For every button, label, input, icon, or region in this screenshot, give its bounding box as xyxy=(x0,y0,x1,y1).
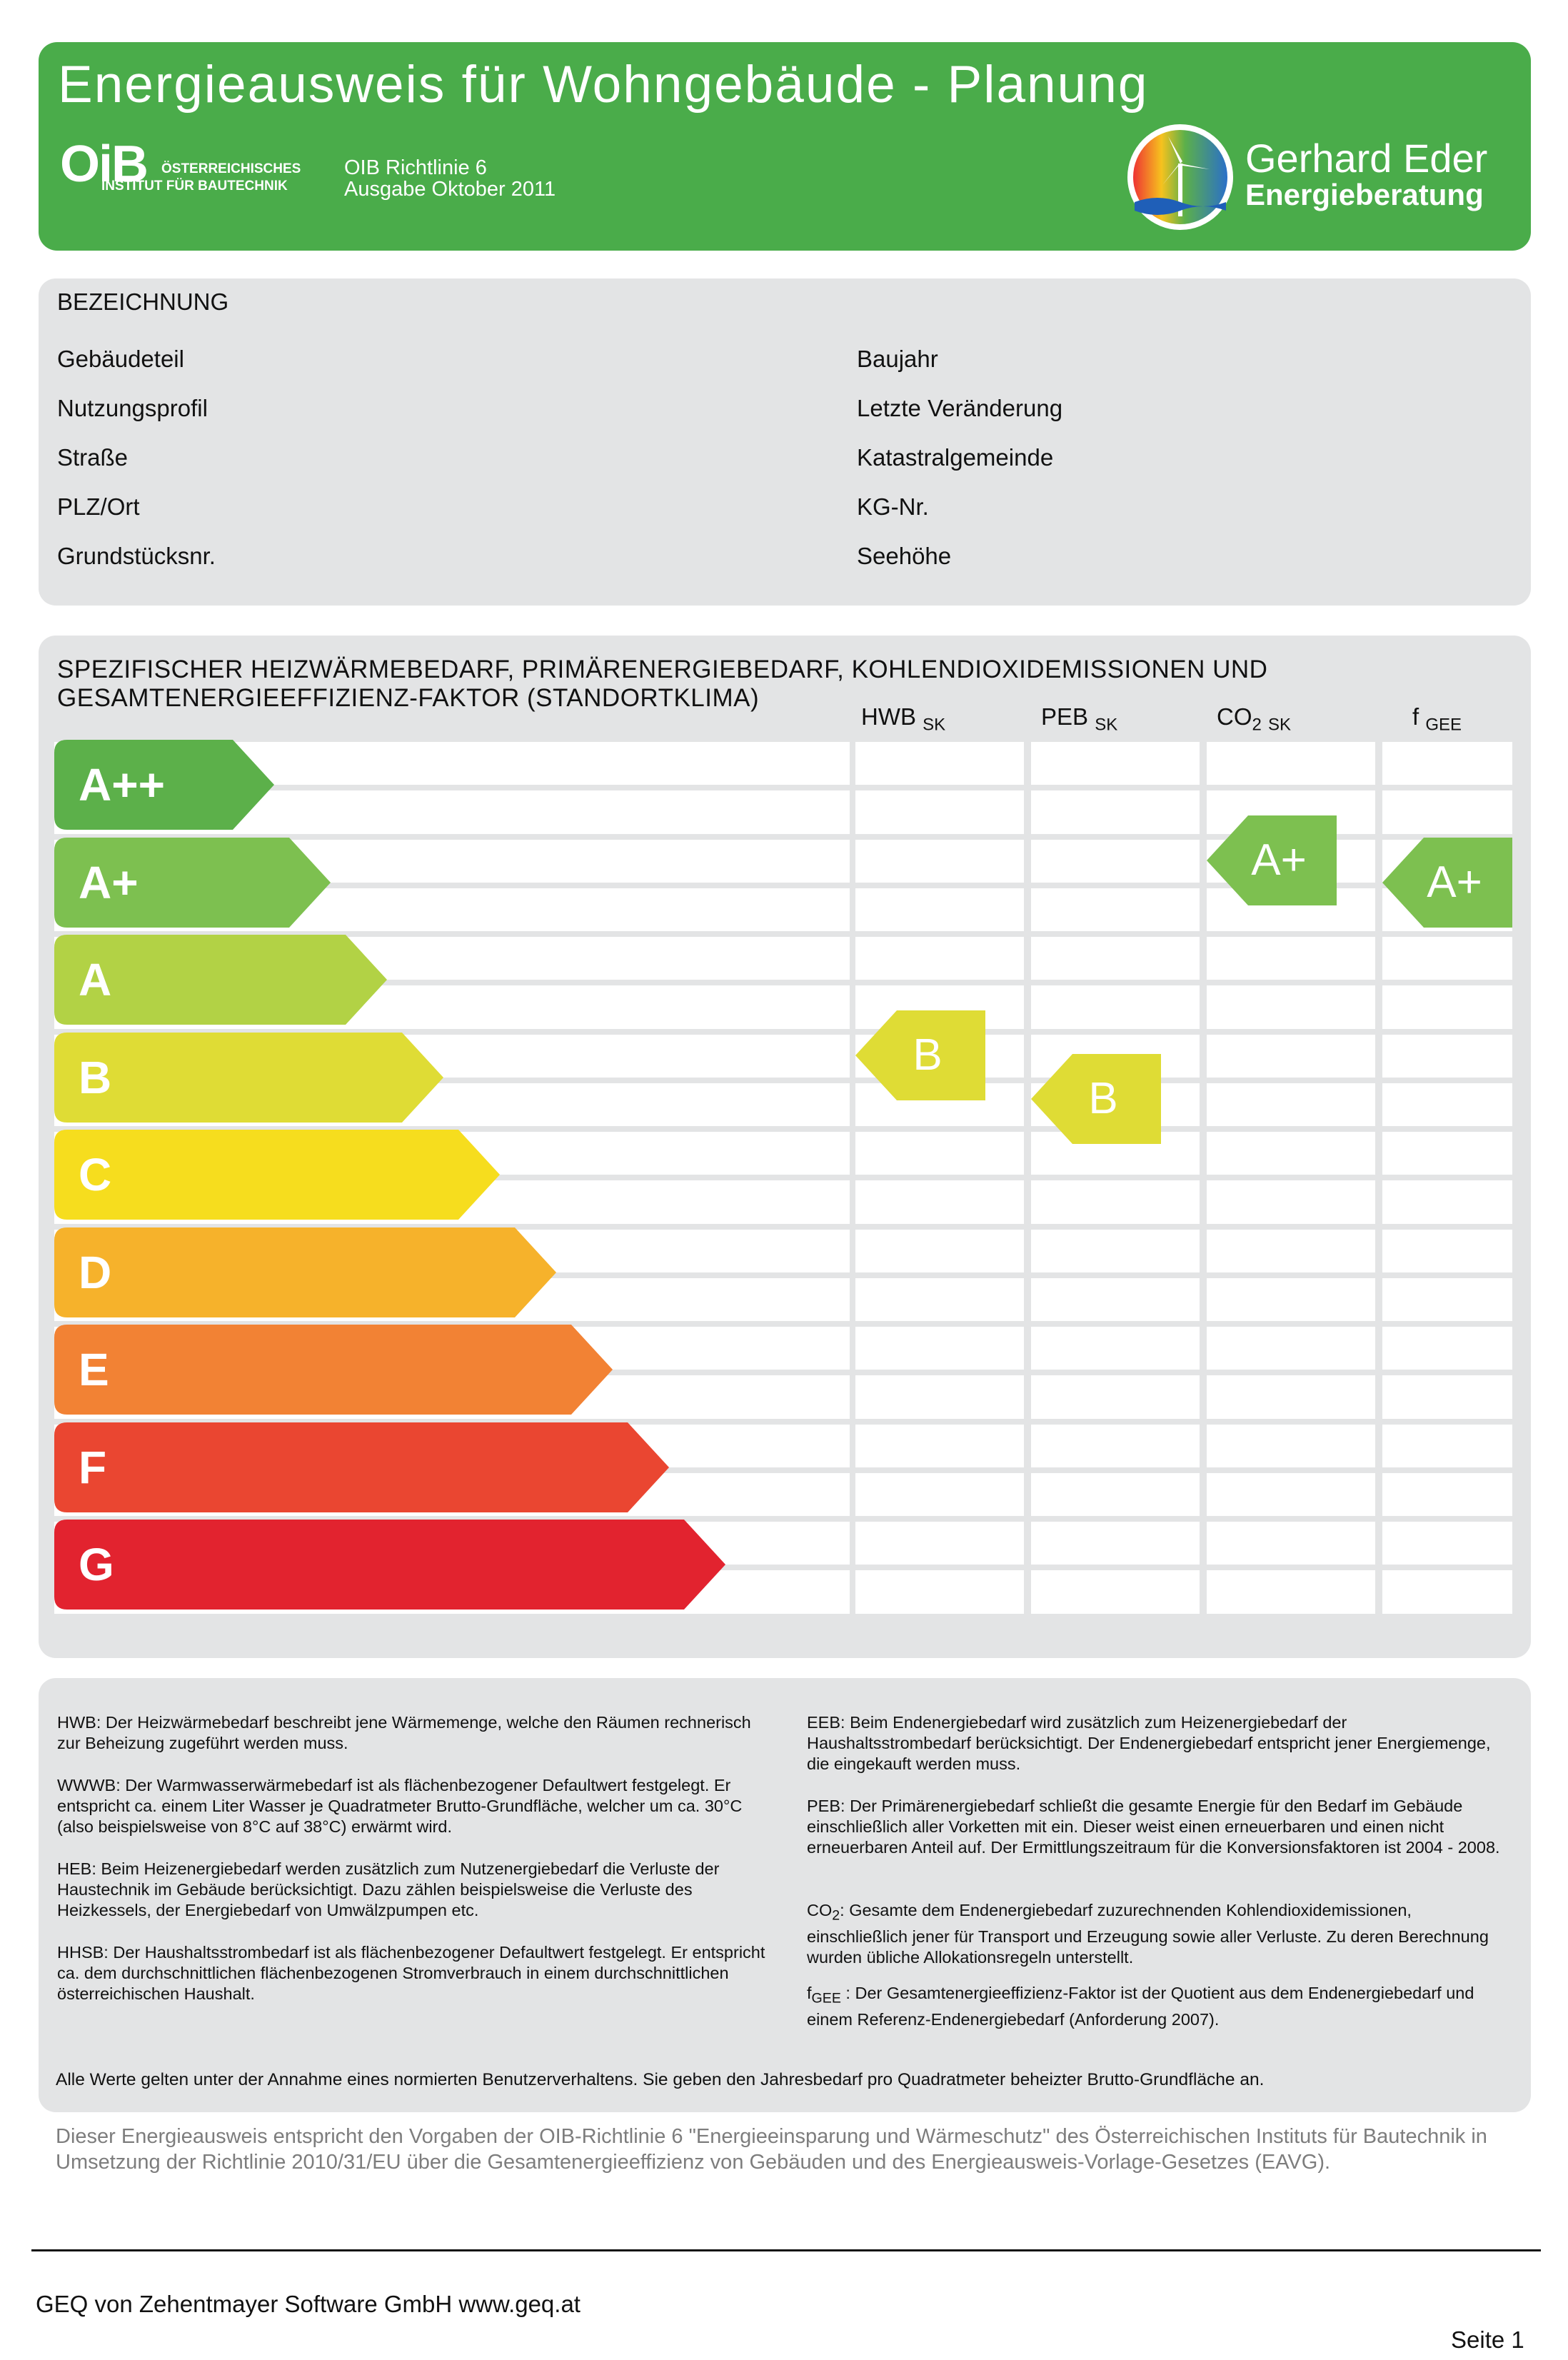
legend-fgee-prefix: f xyxy=(807,1984,812,2002)
legend-co2-sub: 2 xyxy=(832,1907,840,1924)
scale-row-cell xyxy=(1207,1035,1375,1078)
scale-row-cell xyxy=(1382,1278,1512,1321)
label-plz-ort: PLZ/Ort xyxy=(57,493,140,520)
column-header-co2-mid: 2 xyxy=(1252,715,1262,735)
class-arrow-aplusplus xyxy=(54,740,276,830)
scale-row-cell xyxy=(1031,1327,1200,1370)
class-arrow-f xyxy=(54,1422,670,1512)
scale-row-cell xyxy=(1207,937,1375,980)
scale-row-cell xyxy=(855,1327,1024,1370)
rating-marker-label: A+ xyxy=(1427,857,1482,907)
column-header-co2-sub: SK xyxy=(1268,715,1292,735)
scale-row-cell xyxy=(855,1132,1024,1175)
oib-logo-line2: INSTITUT FÜR BAUTECHNIK xyxy=(101,179,288,194)
oib-logo-line1: ÖSTERREICHISCHES xyxy=(161,161,301,176)
legend-fgee-text: : Der Gesamtenergieeffizienz-Faktor ist der Quotient aus dem Endenergiebedarf und einem Referenz-Endenergiebedarf (Anforderung 2007). xyxy=(807,1984,1474,2029)
scale-row-cell xyxy=(1207,985,1375,1028)
scale-row-cell xyxy=(1207,742,1375,785)
footer-page-number: Seite 1 xyxy=(1451,2326,1524,2353)
class-arrow-label: E xyxy=(79,1344,109,1395)
class-arrow-shape xyxy=(54,1033,445,1123)
class-arrow-shape xyxy=(54,1520,727,1610)
scale-row-cell xyxy=(1031,1180,1200,1223)
scale-row-cell xyxy=(855,888,1024,931)
scale-row-cell xyxy=(1031,840,1200,883)
scale-row-cell xyxy=(1382,790,1512,833)
scale-row-cell xyxy=(855,1180,1024,1223)
scale-row-cell xyxy=(1382,985,1512,1028)
legend-fgee-sub: GEE xyxy=(811,1990,841,2007)
column-header-peb xyxy=(1041,703,1117,735)
class-arrow-shape xyxy=(54,1325,614,1415)
header-banner xyxy=(39,42,1531,251)
scale-heading-line1: SPEZIFISCHER HEIZWÄRMEBEDARF, PRIMÄRENERGIEBEDARF, KOHLENDIOXIDEMISSIONEN UND xyxy=(57,656,1268,683)
ausgabe-text: Ausgabe Oktober 2011 xyxy=(344,178,556,201)
scale-row-cell xyxy=(1382,1132,1512,1175)
wind-turbine-logo-icon xyxy=(1125,122,1236,233)
scale-row-cell xyxy=(1207,1083,1375,1126)
scale-row-cell xyxy=(855,937,1024,980)
scale-row-cell xyxy=(855,1230,1024,1272)
scale-row-cell xyxy=(1382,1035,1512,1078)
scale-row-cell xyxy=(855,1278,1024,1321)
scale-row-cell xyxy=(1382,1570,1512,1613)
class-arrow-label: A+ xyxy=(79,856,139,908)
class-arrow-c xyxy=(54,1130,501,1220)
scale-row-cell xyxy=(855,790,1024,833)
scale-row-cell xyxy=(1207,1425,1375,1467)
label-seehoehe: Seehöhe xyxy=(857,543,952,569)
scale-row-cell xyxy=(1031,1425,1200,1467)
scale-row-cell xyxy=(1382,1473,1512,1516)
scale-row-cell xyxy=(1382,742,1512,785)
scale-row-cell xyxy=(1382,1083,1512,1126)
label-strasse: Straße xyxy=(57,444,129,471)
rating-marker-label: B xyxy=(1088,1073,1118,1123)
column-header-co2 xyxy=(1217,703,1291,735)
class-arrow-label: D xyxy=(79,1246,112,1298)
legend-eeb: EEB: Beim Endenergiebedarf wird zusätzlich zum Heizenergiebedarf der Haushaltsstrombedarf berücksichtigt. Der Endenergiebedarf entspricht jener Energiemenge, die eingekauft werden muss. xyxy=(807,1713,1491,1773)
scale-row-cell xyxy=(1382,1180,1512,1223)
scale-row-cell xyxy=(1382,1230,1512,1272)
class-arrow-label: G xyxy=(79,1539,114,1590)
scale-row-cell xyxy=(855,1522,1024,1565)
column-header-fgee-main: f xyxy=(1412,703,1419,730)
class-arrow-label: A++ xyxy=(79,759,165,810)
class-arrow-aplus xyxy=(54,838,332,928)
class-arrow-a xyxy=(54,935,388,1025)
rating-marker-hwb xyxy=(855,1010,985,1100)
scale-row-cell xyxy=(855,840,1024,883)
richtlinie-text: OIB Richtlinie 6 xyxy=(344,156,487,179)
scale-row-cell xyxy=(1207,1570,1375,1613)
class-arrow-e xyxy=(54,1325,614,1415)
footer-software: GEQ von Zehentmayer Software GmbH www.geq.at xyxy=(36,2291,581,2317)
column-header-fgee xyxy=(1412,703,1462,735)
legend-fgee xyxy=(807,1983,1514,2030)
scale-row-cell xyxy=(1207,1180,1375,1223)
scale-row-cell xyxy=(855,1473,1024,1516)
column-header-peb-sub: SK xyxy=(1095,715,1118,735)
column-header-peb-main: PEB xyxy=(1041,703,1089,730)
class-arrow-g xyxy=(54,1520,727,1610)
scale-row-cell xyxy=(1031,1230,1200,1272)
scale-row-cell xyxy=(1207,1375,1375,1418)
bezeichnung-panel xyxy=(39,278,1531,606)
legend-co2-prefix: CO xyxy=(807,1901,833,1919)
scale-heading-line2: GESAMTENERGIEEFFIZIENZ-FAKTOR (STANDORTKLIMA) xyxy=(57,684,760,712)
rating-marker-label: B xyxy=(913,1030,943,1080)
oib-logo xyxy=(60,136,303,203)
document-title: Energieausweis für Wohngebäude - Planung xyxy=(58,56,1149,114)
legend-heb: HEB: Beim Heizenergiebedarf werden zusätzlich zum Nutzenergiebedarf die Verluste der Haustechnik im Gebäude berücksichtigt. Dazu zählen beispielsweise die Verluste des Heizkessels, der Energiebedarf von Umwälzpumpen etc. xyxy=(57,1859,720,1919)
label-letzte-veraenderung: Letzte Veränderung xyxy=(857,395,1063,421)
scale-row-cell xyxy=(855,1425,1024,1467)
footer-divider xyxy=(31,2249,1541,2251)
energy-scale-panel xyxy=(39,636,1531,1658)
label-gebaeudeteil: Gebäudeteil xyxy=(57,346,184,372)
column-header-hwb-sub: SK xyxy=(923,715,946,735)
class-arrow-shape xyxy=(54,1227,558,1317)
scale-row-cell xyxy=(1031,937,1200,980)
legend-peb: PEB: Der Primärenergiebedarf schließt die gesamte Energie für den Bedarf im Gebäude einschließlich aller Vorketten mit ein. Dieser weist einen erneuerbaren und einen nicht erneuerbaren Anteil auf. Der Ermittlungszeitraum für die Konversionsfaktoren ist 2004 - 2008. xyxy=(807,1797,1500,1857)
scale-row-cell xyxy=(1207,1522,1375,1565)
class-arrow-label: C xyxy=(79,1149,112,1200)
class-arrow-d xyxy=(54,1227,558,1317)
rating-marker-label: A+ xyxy=(1251,835,1307,885)
scale-row-cell xyxy=(855,742,1024,785)
scale-row-cell xyxy=(1031,742,1200,785)
company-name: Gerhard Eder xyxy=(1245,136,1488,181)
scale-row-cell xyxy=(1031,985,1200,1028)
rating-marker-peb xyxy=(1031,1054,1161,1144)
legend-co2-text: : Gesamte dem Endenergiebedarf zuzurechnenden Kohlendioxidemissionen, einschließlich jener für Transport und Erzeugung sowie aller Verluste. Zu deren Berechnung wurden übliche Allokationsregeln unterstellt. xyxy=(807,1901,1489,1967)
column-header-hwb xyxy=(861,703,945,735)
column-header-co2-main: CO xyxy=(1217,703,1252,730)
label-kg-nr: KG-Nr. xyxy=(857,493,929,520)
scale-row-cell xyxy=(1031,1278,1200,1321)
column-header-fgee-sub: GEE xyxy=(1425,715,1462,735)
rating-marker-fgee xyxy=(1382,838,1512,928)
legend-co2 xyxy=(807,1900,1514,1968)
scale-row-cell xyxy=(1031,888,1200,931)
label-grundstuecksnr: Grundstücksnr. xyxy=(57,543,216,569)
label-baujahr: Baujahr xyxy=(857,346,938,372)
class-arrow-label: F xyxy=(79,1441,107,1493)
oib-logo-mark: OiB xyxy=(60,136,148,193)
scale-row-cell xyxy=(1382,1425,1512,1467)
scale-row-cell xyxy=(1382,1327,1512,1370)
legend-alle-werte: Alle Werte gelten unter der Annahme eines normierten Benutzerverhaltens. Sie geben den Jahresbedarf pro Quadratmeter beheizter Brutto-Grundfläche an. xyxy=(56,2070,1265,2089)
compliance-note: Dieser Energieausweis entspricht den Vorgaben der OIB-Richtlinie 6 "Energieeinsparung und Wärmeschutz" des Österreichischen Instituts für Bautechnik in Umsetzung der Richtlinie 2010/31/EU über die Gesamtenergieeffizienz von Gebäuden und des Energieausweis-Vorlage-Gesetzes (EAVG). xyxy=(56,2125,1487,2174)
scale-row-cell xyxy=(855,1375,1024,1418)
scale-row-cell xyxy=(1207,1132,1375,1175)
rating-marker-co2 xyxy=(1207,815,1337,905)
class-arrow-b xyxy=(54,1033,445,1123)
class-arrow-label: A xyxy=(79,954,112,1005)
label-katastralgemeinde: Katastralgemeinde xyxy=(857,444,1054,471)
scale-row-cell xyxy=(1207,1327,1375,1370)
legend-hwb: HWB: Der Heizwärmebedarf beschreibt jene Wärmemenge, welche den Räumen rechnerisch zur Beheizung zugeführt werden muss. xyxy=(57,1713,751,1752)
scale-row-cell xyxy=(1031,1522,1200,1565)
scale-row-cell xyxy=(1207,1473,1375,1516)
scale-row-cell xyxy=(1382,1522,1512,1565)
scale-row-cell xyxy=(1031,1570,1200,1613)
column-header-hwb-main: HWB xyxy=(861,703,916,730)
bezeichnung-heading: BEZEICHNUNG xyxy=(57,288,229,315)
legend-hhsb: HHSB: Der Haushaltsstrombedarf ist als flächenbezogener Defaultwert festgelegt. Er entspricht ca. dem durchschnittlichen flächenbezogenen Stromverbrauch in einem durchschnittlichen österreichischen Haushalt. xyxy=(57,1943,765,2003)
class-arrow-label: B xyxy=(79,1051,112,1103)
scale-row-cell xyxy=(1207,1230,1375,1272)
legend-panel xyxy=(39,1678,1531,2112)
legend-wwwb: WWWB: Der Warmwasserwärmebedarf ist als flächenbezogener Defaultwert festgelegt. Er entspricht ca. einem Liter Wasser je Quadratmeter Brutto-Grundfläche, welcher um ca. 30°C (also beispielsweise von 8°C auf 38°C) erwärmt wird. xyxy=(57,1776,743,1836)
scale-row-cell xyxy=(1031,1473,1200,1516)
scale-row-cell xyxy=(1382,1375,1512,1418)
scale-row-cell xyxy=(1207,1278,1375,1321)
scale-row-cell xyxy=(1382,937,1512,980)
scale-row-cell xyxy=(1031,1375,1200,1418)
scale-row-cell xyxy=(1031,790,1200,833)
scale-row-cell xyxy=(855,1570,1024,1613)
label-nutzungsprofil: Nutzungsprofil xyxy=(57,395,208,421)
class-arrow-shape xyxy=(54,1130,501,1220)
class-arrow-shape xyxy=(54,1422,670,1512)
company-subtitle: Energieberatung xyxy=(1245,178,1484,211)
